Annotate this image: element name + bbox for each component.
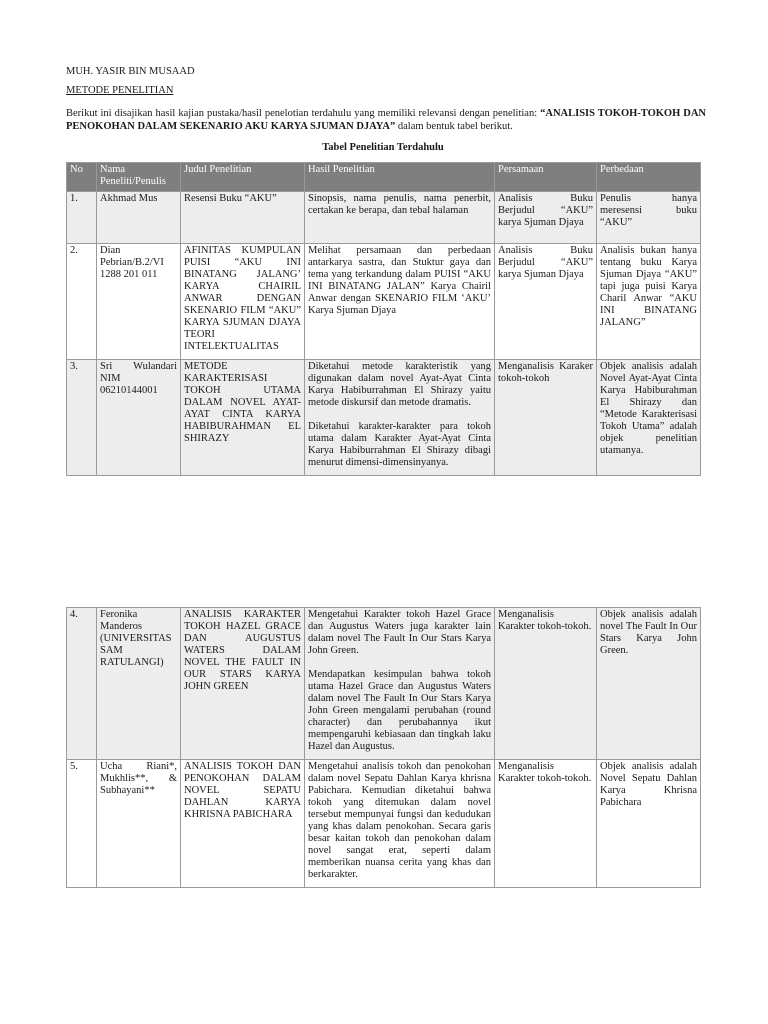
header-judul: Judul Penelitian bbox=[181, 163, 305, 192]
cell-hasil bbox=[305, 760, 495, 888]
hasil-paragraph: Sinopsis, nama penulis, nama penerbit, certakan ke berapa, dan tebal halaman bbox=[308, 193, 491, 216]
cell-nama: Sri Wulandari NIM 06210144001 bbox=[97, 360, 181, 476]
cell-hasil bbox=[305, 192, 495, 244]
cell-persamaan: Menganalisis Karakter tokoh-tokoh. bbox=[495, 608, 597, 760]
hasil-paragraph: Diketahui karakter-karakter para tokoh utama dalam Karakter Ayat-Ayat Cinta Karya Habiburrahman El Shirazy dibagi menurut dimensi-dimensinyanya. bbox=[308, 421, 491, 468]
research-table-page-1 bbox=[66, 162, 701, 476]
cell-persamaan: Menganalisis Karakter tokoh-tokoh. bbox=[495, 760, 597, 888]
section-heading: METODE PENELITIAN bbox=[66, 85, 174, 96]
cell-judul: ANALISIS TOKOH DAN PENOKOHAN DALAM NOVEL SEPATU DAHLAN KARYA KHRISNA PABICHARA bbox=[181, 760, 305, 888]
table-row bbox=[67, 608, 701, 760]
hasil-paragraph: Mengetahui Karakter tokoh Hazel Grace dan Augustus Waters juga karakter lain dalam novel The Fault In Our Stars Karya John Green. bbox=[308, 609, 491, 656]
cell-persamaan: Menganalisis Karaker tokoh-tokoh bbox=[495, 360, 597, 476]
header-nama: Nama Peneliti/Penulis bbox=[97, 163, 181, 192]
cell-perbedaan: Analisis bukan hanya tentang buku Karya Sjuman Djaya “AKU” tapi juga puisi Karya Charil Anwar “AKU INI BINATANG JALANG” bbox=[597, 244, 701, 360]
cell-no: 5. bbox=[67, 760, 97, 888]
cell-hasil bbox=[305, 608, 495, 760]
cell-perbedaan: Penulis hanya meresensi buku “AKU” bbox=[597, 192, 701, 244]
research-title: “ANALISIS TOKOH-TOKOH DAN PENOKOHAN DALAM SEKENARIO AKU KARYA SJUMAN DJAYA” bbox=[66, 108, 707, 132]
header-no: No bbox=[67, 163, 97, 192]
cell-nama: Akhmad Mus bbox=[97, 192, 181, 244]
cell-nama: Feronika Manderos (UNIVERSITAS SAM RATULANGI) bbox=[97, 608, 181, 760]
cell-perbedaan: Objek analisis adalah novel The Fault In Our Stars Karya John Green. bbox=[597, 608, 701, 760]
table-row bbox=[67, 760, 701, 888]
cell-no: 4. bbox=[67, 608, 97, 760]
header-hasil: Hasil Penelitian bbox=[305, 163, 495, 192]
hasil-paragraph: Mengetahui analisis tokoh dan penokohan dalam novel Sepatu Dahlan Karya khrisna Pabichara. Kemudian diketahui bahwa tokoh yang ditemukan dalam novel tersebut mempunyai fungsi dan kedudukan yang khas dalam penokohan. Secara garis besar kaitan tokoh dan penokohan dalam novel sangat erat, seperti dalam memberikan nuansa cerita yang khas dan berkarakter. bbox=[308, 761, 491, 880]
cell-perbedaan: Objek analisis adalah Novel Sepatu Dahlan Karya Khrisna Pabichara bbox=[597, 760, 701, 888]
intro-text: Berikut ini disajikan hasil kajian pustaka/hasil penelotian terdahulu yang memiliki relevansi dengan penelitian: bbox=[66, 108, 541, 119]
cell-persamaan: Analisis Buku Berjudul “AKU” karya Sjuman Djaya bbox=[495, 192, 597, 244]
cell-nama: Ucha Riani*, Mukhlis**, & Subhayani** bbox=[97, 760, 181, 888]
cell-perbedaan: Objek analisis adalah Novel Ayat-Ayat Cinta Karya Habiburahman El Shirazy dan “Metode Karakterisasi Tokoh Utama” adalah objek penelitian utamanya. bbox=[597, 360, 701, 476]
hasil-paragraph: Melihat persamaan dan perbedaan antarkarya sastra, dan Stuktur gaya dan tema yang terkandung dalam PUISI “AKU INI BINATANG JALAN” Karya Chairil Anwar dengan SKENARIO FILM ‘AKU’ Karya Sjuman Djaya bbox=[308, 245, 491, 316]
author-name: MUH. YASIR BIN MUSAAD bbox=[66, 66, 195, 77]
intro-paragraph bbox=[66, 107, 706, 133]
table-title: Tabel Penelitian Terdahulu bbox=[322, 142, 444, 153]
hasil-paragraph: Diketahui metode karakteristik yang digunakan dalam novel Ayat-Ayat Cinta Karya Habiburrahman El Shirazy yaitu metode diskursif dan metode dramatis. bbox=[308, 361, 491, 408]
cell-judul: AFINITAS KUMPULAN PUISI “AKU INI BINATANG JALANG’ KARYA CHAIRIL ANWAR DENGAN SKENARIO FILM “AKU” KARYA SJUMAN DJAYA TEORI INTELEKTUALITAS bbox=[181, 244, 305, 360]
header-persamaan: Persamaan bbox=[495, 163, 597, 192]
table-header-row bbox=[67, 163, 701, 192]
research-table-page-2 bbox=[66, 607, 701, 888]
cell-judul: METODE KARAKTERISASI TOKOH UTAMA DALAM NOVEL AYAT-AYAT CINTA KARYA HABIBURAHMAN EL SHIRAZY bbox=[181, 360, 305, 476]
table-row bbox=[67, 192, 701, 244]
cell-hasil bbox=[305, 244, 495, 360]
cell-no: 2. bbox=[67, 244, 97, 360]
table-row bbox=[67, 360, 701, 476]
intro-text-end: dalam bentuk tabel berikut. bbox=[395, 121, 513, 132]
cell-nama: Dian Pebrian/B.2/VI 1288 201 011 bbox=[97, 244, 181, 360]
cell-hasil bbox=[305, 360, 495, 476]
cell-judul: Resensi Buku “AKU” bbox=[181, 192, 305, 244]
cell-no: 3. bbox=[67, 360, 97, 476]
header-perbedaan: Perbedaan bbox=[597, 163, 701, 192]
cell-no: 1. bbox=[67, 192, 97, 244]
cell-persamaan: Analisis Buku Berjudul “AKU” karya Sjuman Djaya bbox=[495, 244, 597, 360]
table-row bbox=[67, 244, 701, 360]
hasil-paragraph: Mendapatkan kesimpulan bahwa tokoh utama Hazel Grace dan Augustus Waters dalam novel The Fault In Our Stars Karya John Green mengalami perubahan (round character) dan perubahannya ikut mempengaruhi kebiasaan dan tingkah laku Hazel dan Augustus. bbox=[308, 669, 491, 752]
cell-judul: ANALISIS KARAKTER TOKOH HAZEL GRACE DAN AUGUSTUS WATERS DALAM NOVEL THE FAULT IN OUR STARS KARYA JOHN GREEN bbox=[181, 608, 305, 760]
